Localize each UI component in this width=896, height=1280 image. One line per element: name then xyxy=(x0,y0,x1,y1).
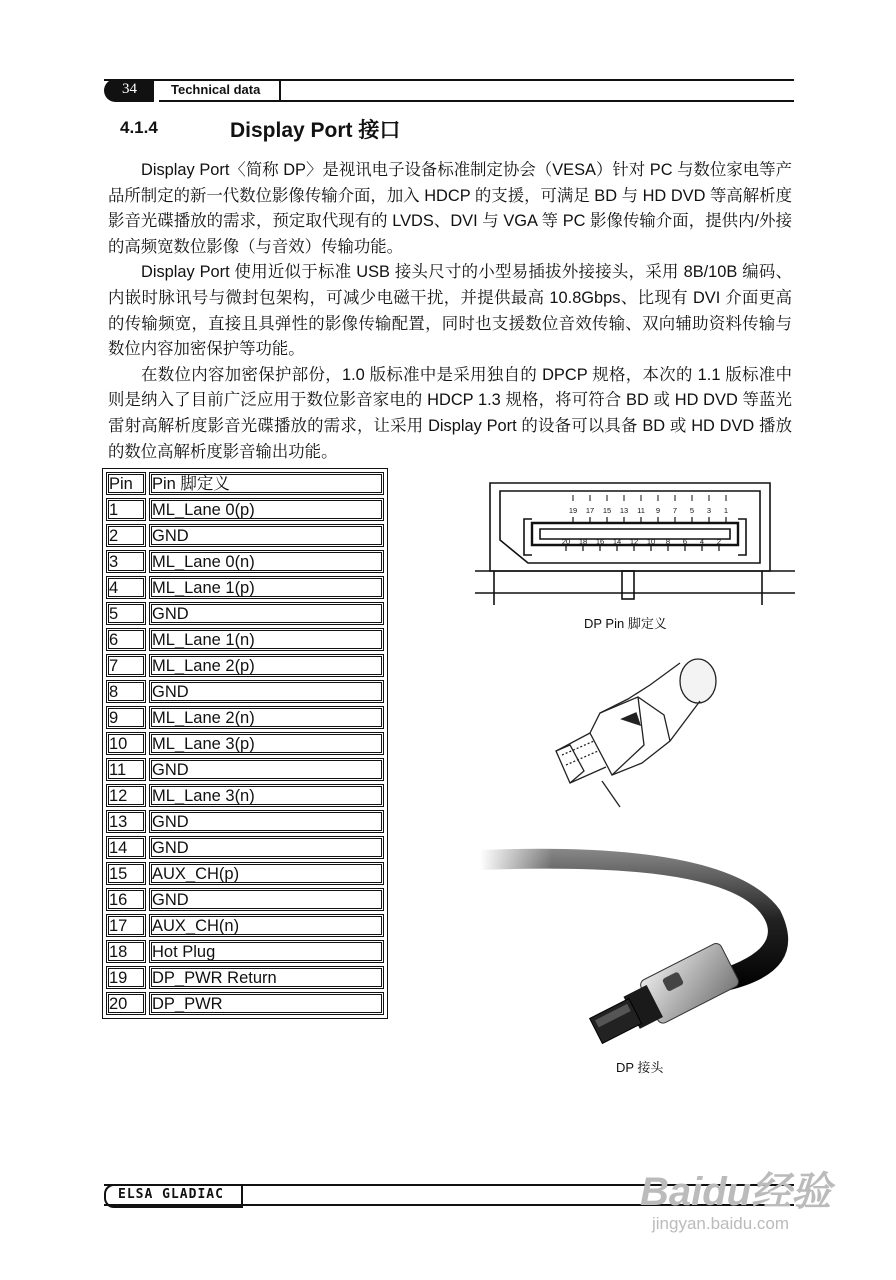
pin-definition-cell: GND xyxy=(149,810,384,833)
pin-definition-cell: GND xyxy=(149,602,384,625)
watermark-url: jingyan.baidu.com xyxy=(652,1214,790,1233)
paragraph-2: Display Port 使用近似于标准 USB 接头尺寸的小型易插拔外接接头，采用 8B/10B 编码、内嵌时脉讯号与微封包架构，可减少电磁干扰，并提供最高 10.8Gbps、比现有 DVI 介面更高的传输频宽，直接且具弹性的影像传输配置，同时也支援数位音效传输、双向辅助资料传输与数位内容加密保护等功能。 xyxy=(108,263,792,359)
pin-definition-cell: DP_PWR Return xyxy=(149,966,384,989)
dp-plug-line-drawing xyxy=(540,655,730,815)
header-pin-definition: Pin 脚定义 xyxy=(149,472,384,495)
header-pin: Pin xyxy=(106,472,146,495)
pin-definition-cell: GND xyxy=(149,680,384,703)
pin-definition-cell: AUX_CH(p) xyxy=(149,862,384,885)
table-row xyxy=(106,498,384,521)
pin-number-cell: 16 xyxy=(106,888,146,911)
pin-label: 7 xyxy=(672,506,678,515)
photo-caption: DP 接头 xyxy=(616,1060,664,1075)
diagram-caption: DP Pin 脚定义 xyxy=(584,616,667,631)
dp-cable-image xyxy=(480,830,810,1050)
heading-number: 4.1.4 xyxy=(120,118,158,137)
footer-brand: ELSA GLADIAC xyxy=(118,1187,224,1202)
table-row xyxy=(106,888,384,911)
section-label: Technical data xyxy=(171,82,261,97)
pin-definition-cell: ML_Lane 1(n) xyxy=(149,628,384,651)
table-row xyxy=(106,914,384,937)
pin-number-cell: 17 xyxy=(106,914,146,937)
pin-definition-cell: GND xyxy=(149,758,384,781)
table-row xyxy=(106,810,384,833)
pin-label: 17 xyxy=(585,506,595,515)
pin-definition-cell: ML_Lane 0(p) xyxy=(149,498,384,521)
page-header xyxy=(104,79,794,103)
pin-number-cell: 6 xyxy=(106,628,146,651)
pin-label: 6 xyxy=(682,537,688,546)
pin-label: 12 xyxy=(629,537,639,546)
table-row xyxy=(106,732,384,755)
table-row xyxy=(106,654,384,677)
table-row xyxy=(106,628,384,651)
pin-definition-cell: GND xyxy=(149,888,384,911)
pin-definition-cell: ML_Lane 0(n) xyxy=(149,550,384,573)
pin-label: 10 xyxy=(646,537,656,546)
pin-label: 18 xyxy=(578,537,588,546)
pin-number-cell: 19 xyxy=(106,966,146,989)
pin-definition-cell: GND xyxy=(149,524,384,547)
table-row xyxy=(106,524,384,547)
pin-definition-cell: ML_Lane 1(p) xyxy=(149,576,384,599)
pin-definition-cell: ML_Lane 2(p) xyxy=(149,654,384,677)
pin-label: 14 xyxy=(612,537,622,546)
pin-label: 2 xyxy=(716,537,722,546)
pin-number-cell: 18 xyxy=(106,940,146,963)
pin-number-cell: 4 xyxy=(106,576,146,599)
pin-label: 15 xyxy=(602,506,612,515)
pin-number-cell: 2 xyxy=(106,524,146,547)
pin-number-cell: 15 xyxy=(106,862,146,885)
table-row xyxy=(106,758,384,781)
pin-label: 19 xyxy=(568,506,578,515)
table-row xyxy=(106,784,384,807)
table-row xyxy=(106,940,384,963)
pin-number-cell: 9 xyxy=(106,706,146,729)
table-row xyxy=(106,550,384,573)
watermark-logo: Baidu经验 xyxy=(640,1170,832,1214)
table-row xyxy=(106,706,384,729)
body-text xyxy=(108,158,792,465)
table-row xyxy=(106,992,384,1015)
page-number: 34 xyxy=(122,81,137,97)
table-row xyxy=(106,576,384,599)
table-row xyxy=(106,966,384,989)
watermark xyxy=(640,1146,840,1246)
table-row xyxy=(106,680,384,703)
pin-number-cell: 1 xyxy=(106,498,146,521)
pin-number-cell: 10 xyxy=(106,732,146,755)
pin-number-cell: 13 xyxy=(106,810,146,833)
pin-definition-cell: ML_Lane 3(p) xyxy=(149,732,384,755)
pin-number-cell: 20 xyxy=(106,992,146,1015)
pin-definition-cell: Hot Plug xyxy=(149,940,384,963)
pin-definition-table xyxy=(102,468,388,1019)
pin-label: 13 xyxy=(619,506,629,515)
pin-number-cell: 11 xyxy=(106,758,146,781)
pin-label: 5 xyxy=(689,506,695,515)
pin-label: 11 xyxy=(637,506,645,515)
pin-label: 16 xyxy=(595,537,605,546)
dp-pinout-diagram xyxy=(470,465,800,610)
pin-definition-cell: GND xyxy=(149,836,384,859)
pin-definition-cell: ML_Lane 3(n) xyxy=(149,784,384,807)
pin-definition-cell: AUX_CH(n) xyxy=(149,914,384,937)
pin-label: 9 xyxy=(655,506,661,515)
pin-number-cell: 7 xyxy=(106,654,146,677)
pin-number-cell: 3 xyxy=(106,550,146,573)
pin-label: 8 xyxy=(665,537,671,546)
pin-label: 1 xyxy=(723,506,729,515)
paragraph-1: Display Port〈简称 DP〉是视讯电子设备标准制定协会（VESA）针对 PC 与数位家电等产品所制定的新一代数位影像传输介面，加入 HDCP 的支援，可满足 BD 与 HD DVD 等高解析度影音光碟播放的需求，预定取代现有的 LVDS、DVI 与 VGA 等 PC 影像传输介面，提供内/外接的高频宽数位影像（与音效）传输功能。 xyxy=(108,161,792,256)
pin-number-cell: 14 xyxy=(106,836,146,859)
pin-label: 3 xyxy=(706,506,712,515)
pin-label: 4 xyxy=(699,537,705,546)
table-row xyxy=(106,602,384,625)
heading-title: Display Port 接口 xyxy=(230,119,401,142)
pin-number-cell: 8 xyxy=(106,680,146,703)
pin-definition-cell: ML_Lane 2(n) xyxy=(149,706,384,729)
pin-number-cell: 12 xyxy=(106,784,146,807)
table-row xyxy=(106,836,384,859)
pin-label: 20 xyxy=(561,537,571,546)
table-header-row xyxy=(106,472,384,495)
pin-number-cell: 5 xyxy=(106,602,146,625)
pin-definition-cell: DP_PWR xyxy=(149,992,384,1015)
paragraph-3: 在数位内容加密保护部份，1.0 版标准中是采用独自的 DPCP 规格，本次的 1.1 版标准中则是纳入了目前广泛应用于数位影音家电的 HDCP 1.3 规格，将可符合 BD 或 HD DVD 等蓝光雷射高解析度影音光碟播放的需求，让采用 Display Port 的设备可以具备 BD 或 HD DVD 播放的数位高解析度影音输出功能。 xyxy=(108,365,792,461)
table-row xyxy=(106,862,384,885)
